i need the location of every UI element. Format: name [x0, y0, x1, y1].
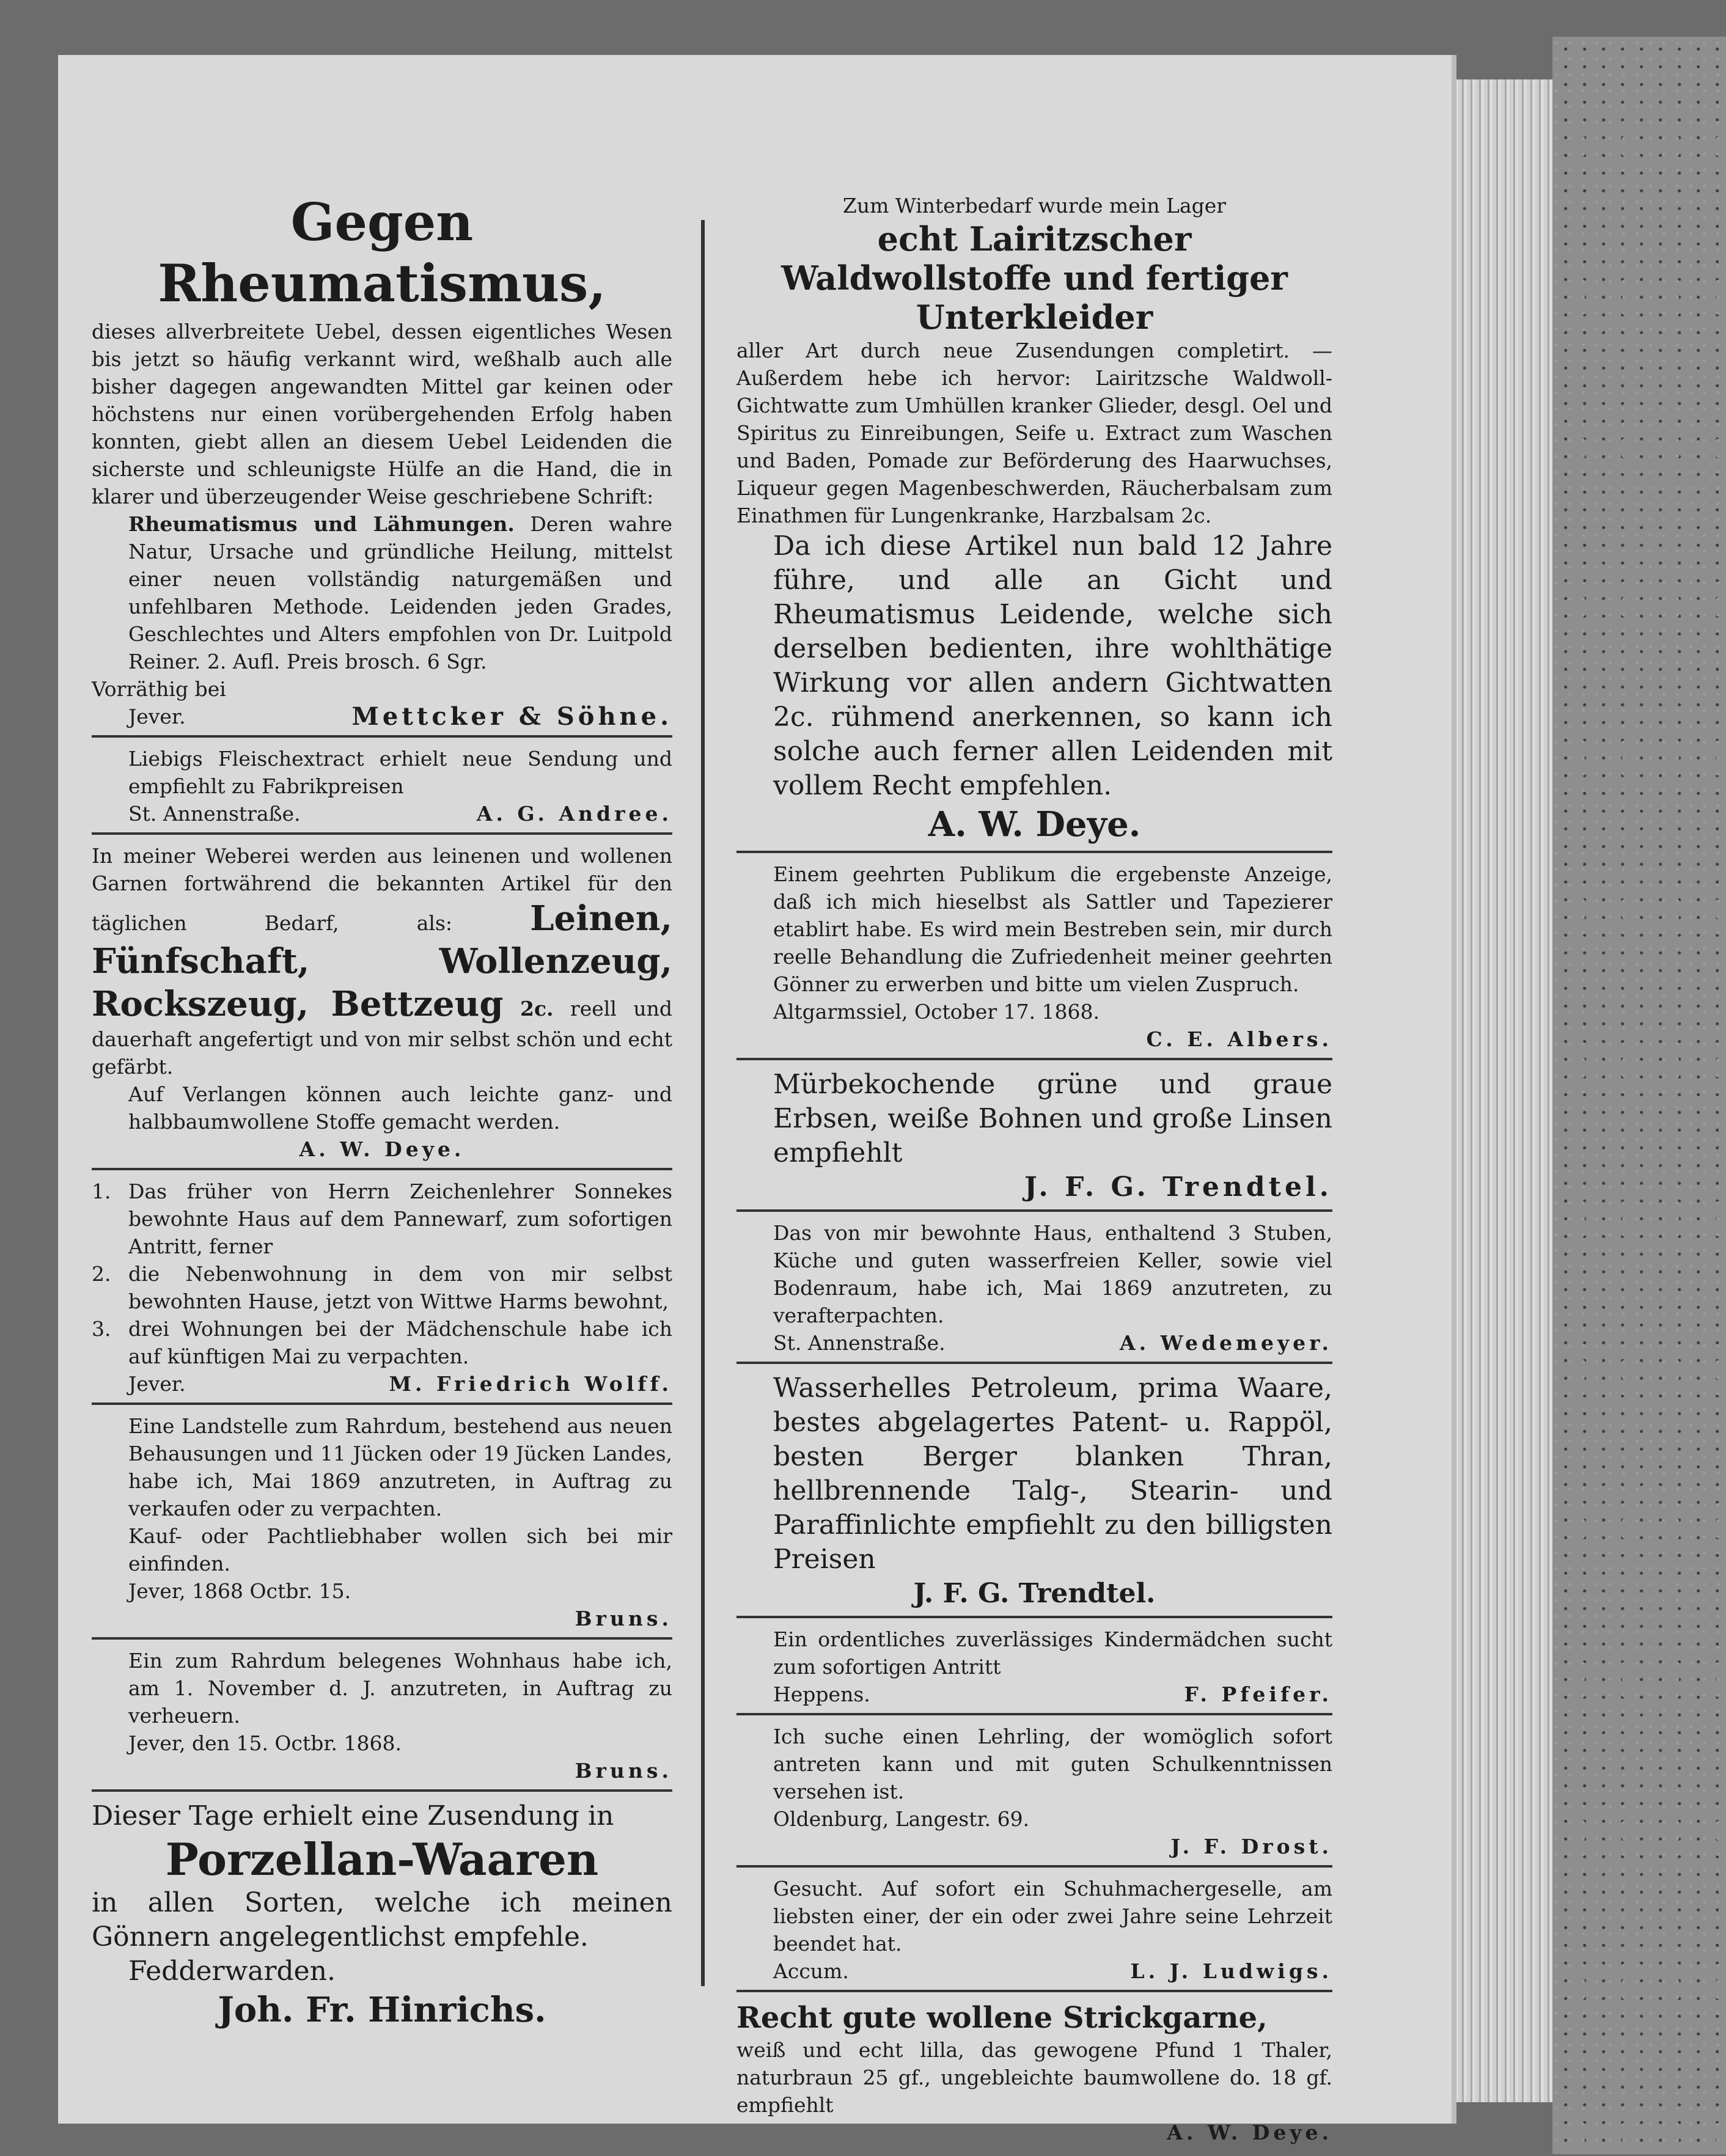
ad-schuhmacher: [736, 1872, 1332, 1992]
book-title: Rheumatismus und Lähmungen.: [128, 512, 515, 536]
ad-place: Fedderwarden.: [128, 1956, 336, 1987]
ad-body: dieses allverbreitete Uebel, dessen eigentliches Wesen bis jetzt so häufig verkannt wird, weßhalb auch alle bisher dagegen angewandten Mittel gar keinen oder höchstens nur einen vorübergehenden Erfolg haben konnten, giebt allen an diesem Uebel Leidenden die sicherste und schleunigste Hülfe an die Hand, die in klarer und überzeugender Weise geschriebene Schrift:: [92, 320, 672, 508]
list-item: 3. drei Wohnungen bei der Mädchenschule habe ich auf künftigen Mai zu verpachten.: [92, 1317, 672, 1368]
ad-body: Gesucht. Auf sofort ein Schuhmachergeselle, am liebsten einer, der ein oder zwei Jahre seine Lehrzeit beendet hat.: [773, 1877, 1332, 1956]
ad-liebig: [92, 743, 672, 835]
ad-signature: A. W. Deye.: [299, 1137, 465, 1161]
ad-body: aller Art durch neue Zusendungen completirt. — Außerdem hebe ich hervor: Lairitzsche Waldwoll-Gichtwatte zum Umhüllen kranker Glieder, desgl. Oel und Spiritus zu Einreibungen, Seife u. Extract zum Waschen und Baden, Pomade zur Beförderung des Haarwuchses, Liqueur gegen Magenbeschwerden, Räucherbalsam zum Einathmen für Lungenkranke, Harzbalsam 2c.: [736, 339, 1332, 527]
ad-extra: Kauf- oder Pachtliebhaber wollen sich bei mir einfinden.: [128, 1524, 672, 1575]
ad-verpachtung: [92, 1175, 672, 1405]
ad-headline: Gegen Rheumatismus,: [158, 192, 606, 314]
left-column: [92, 189, 672, 2041]
ad-signature: M. Friedrich Wolff.: [389, 1372, 672, 1396]
ad-signature: Mettcker & Söhne.: [351, 702, 672, 731]
ad-place: St. Annenstraße.: [128, 802, 301, 826]
ad-date: Altgarmssiel, October 17. 1868.: [773, 1000, 1100, 1024]
ad-petroleum: [736, 1369, 1332, 1618]
ad-body: Ein zum Rahrdum belegenes Wohnhaus habe ich, am 1. November d. J. anzutreten, in Auftrag zu verheuern.: [128, 1649, 672, 1728]
ad-body: reell und dauerhaft angefertigt und von mir selbst schön und echt gefärbt.: [92, 997, 672, 1079]
ad-weberei: [92, 840, 672, 1170]
ad-body: Eine Landstelle zum Rahrdum, bestehend aus neuen Behausungen und 11 Jücken oder 19 Jücken Landes, habe ich, Mai 1869 anzutreten, in Auftrag zu verkaufen oder zu verpachten.: [128, 1414, 672, 1520]
ad-signature: A. W. Deye.: [1167, 2121, 1332, 2144]
list-item: 1. Das früher von Herrn Zeichenlehrer Sonnekes bewohnte Haus auf dem Pannewarf, zum sofortigen Antritt, ferner: [92, 1179, 672, 1258]
ad-haus: [736, 1217, 1332, 1364]
ad-signature: A. Wedemeyer.: [1120, 1331, 1332, 1355]
stock-note: Vorräthig bei: [92, 677, 226, 701]
ad-body: Einem geehrten Publikum die ergebenste Anzeige, daß ich mich hieselbst als Sattler und Tapezierer etablirt habe. Es wird mein Bestreben sein, mir durch reelle Behandlung die Zufriedenheit meiner geehrten Gönner zu erwerben und bitte um vielen Zuspruch.: [773, 862, 1332, 996]
column-divider: [701, 220, 705, 1986]
ad-headline: Recht gute wollene Strickgarne,: [736, 2001, 1268, 2035]
ad-intro: In meiner Weberei werden aus leinenen und wollenen Garnen fortwährend die bekannten Artikel für den täglichen Bedarf, als:: [92, 844, 672, 935]
ad-place: Jever.: [128, 705, 186, 728]
ad-place: St. Annenstraße.: [773, 1331, 946, 1355]
ad-date: Jever, 1868 Octbr. 15.: [128, 1579, 351, 1603]
ad-place: Jever.: [128, 1372, 186, 1396]
ad-body: Ich suche einen Lehrling, der womöglich sofort antreten kann und mit guten Schulkenntnissen versehen ist.: [773, 1725, 1332, 1803]
ad-rheumatismus: [92, 189, 672, 738]
ad-body: Ein ordentliches zuverlässiges Kindermädchen sucht zum sofortigen Antritt: [773, 1627, 1332, 1679]
ad-place: Accum.: [773, 1959, 849, 1983]
ad-body: in allen Sorten, welche ich meinen Gönnern angelegentlichst empfehle.: [92, 1887, 672, 1953]
ad-body: weiß und echt lilla, das gewogene Pfund 1 Thaler, naturbraun 25 gf., ungebleichte baumwollene do. 18 gf. empfiehlt: [736, 2038, 1332, 2117]
ad-signature: C. E. Albers.: [1146, 1027, 1332, 1051]
ad-landstelle: [92, 1410, 672, 1640]
book-description: Deren wahre Natur, Ursache und gründliche Heilung, mittelst einer neuen vollständig naturgemäßen und unfehlbaren Methode. Leidenden jeden Grades, Geschlechtes und Alters empfohlen von Dr. Luitpold Reiner. 2. Aufl. Preis brosch. 6 Sgr.: [128, 512, 673, 673]
ad-signature: Bruns.: [575, 1759, 672, 1783]
ad-strickgarne: [736, 1997, 1332, 2151]
ad-sattler: [736, 858, 1332, 1060]
ad-body: Wasserhelles Petroleum, prima Waare, bestes abgelagertes Patent- u. Rappöl, besten Berger blanken Thran, hellbrennende Talg-, Stearin- und Paraffinlichte empfiehlt zu den billigsten Preisen: [773, 1373, 1332, 1575]
ad-place: Heppens.: [773, 1682, 870, 1706]
ad-intro: Zum Winterbedarf wurde mein Lager: [842, 194, 1227, 218]
ad-signature: Bruns.: [575, 1607, 672, 1630]
ad-signature: J. F. Drost.: [1170, 1835, 1332, 1858]
ad-extra: Auf Verlangen können auch leichte ganz- und halbbaumwollene Stoffe gemacht werden.: [128, 1082, 672, 1134]
ad-product: Porzellan-Waaren: [165, 1833, 599, 1885]
ad-body: Mürbekochende grüne und graue Erbsen, weiße Bohnen und große Linsen empfiehlt: [773, 1069, 1332, 1168]
ad-date: Jever, den 15. Octbr. 1868.: [128, 1731, 402, 1755]
ad-erbsen: [736, 1065, 1332, 1212]
ad-signature: J. F. G. Trendtel.: [1024, 1172, 1332, 1203]
ad-kindermaedchen: [736, 1623, 1332, 1715]
ad-products: Leinen, Fünfschaft, Wollenzeug, Rockszeug, Bettzeug: [92, 898, 672, 1024]
ad-lehrling: [736, 1720, 1332, 1868]
ad-wohnhaus: [92, 1645, 672, 1792]
ad-body: Das von mir bewohnte Haus, enthaltend 3 Stuben, Küche und guten wasserfreien Keller, sowie viel Bodenraum, habe ich, Mai 1869 anzutreten, zu verafterpachten.: [773, 1221, 1332, 1327]
ad-body: Liebigs Fleischextract erhielt neue Sendung und empfiehlt zu Fabrikpreisen: [128, 747, 672, 798]
ad-intro: Dieser Tage erhielt eine Zusendung in: [92, 1800, 614, 1832]
ad-signature: J. F. G. Trendtel.: [913, 1578, 1156, 1609]
ad-porzellan: [92, 1797, 672, 2036]
ad-date: Oldenburg, Langestr. 69.: [773, 1807, 1030, 1831]
ad-signature: F. Pfeifer.: [1184, 1682, 1332, 1706]
right-column: [736, 189, 1332, 2156]
ad-signature: A. W. Deye.: [928, 804, 1141, 845]
ad-headline: echt Lairitzscher Waldwollstoffe und fertiger Unterkleider: [781, 219, 1288, 337]
ad-waldwolle: [736, 189, 1332, 853]
ad-etc: 2c.: [520, 997, 554, 1021]
list-item: 2. die Nebenwohnung in dem von mir selbst bewohnten Hause, jetzt von Wittwe Harms bewohnt,: [92, 1262, 672, 1313]
ad-signature: L. J. Ludwigs.: [1130, 1959, 1332, 1983]
ad-signature: Joh. Fr. Hinrichs.: [218, 1990, 546, 2030]
ad-body-large: Da ich diese Artikel nun bald 12 Jahre führe, und alle an Gicht und Rheumatismus Leidende, welche sich derselben bedienten, ihre wohlthätige Wirkung vor allen andern Gichtwatten 2c. rühmend anerkennen, so kann ich solche auch ferner allen Leidenden mit vollem Recht empfehlen.: [773, 530, 1332, 801]
book-cover: [1552, 37, 1726, 2154]
ad-signature: A. G. Andree.: [476, 802, 672, 826]
